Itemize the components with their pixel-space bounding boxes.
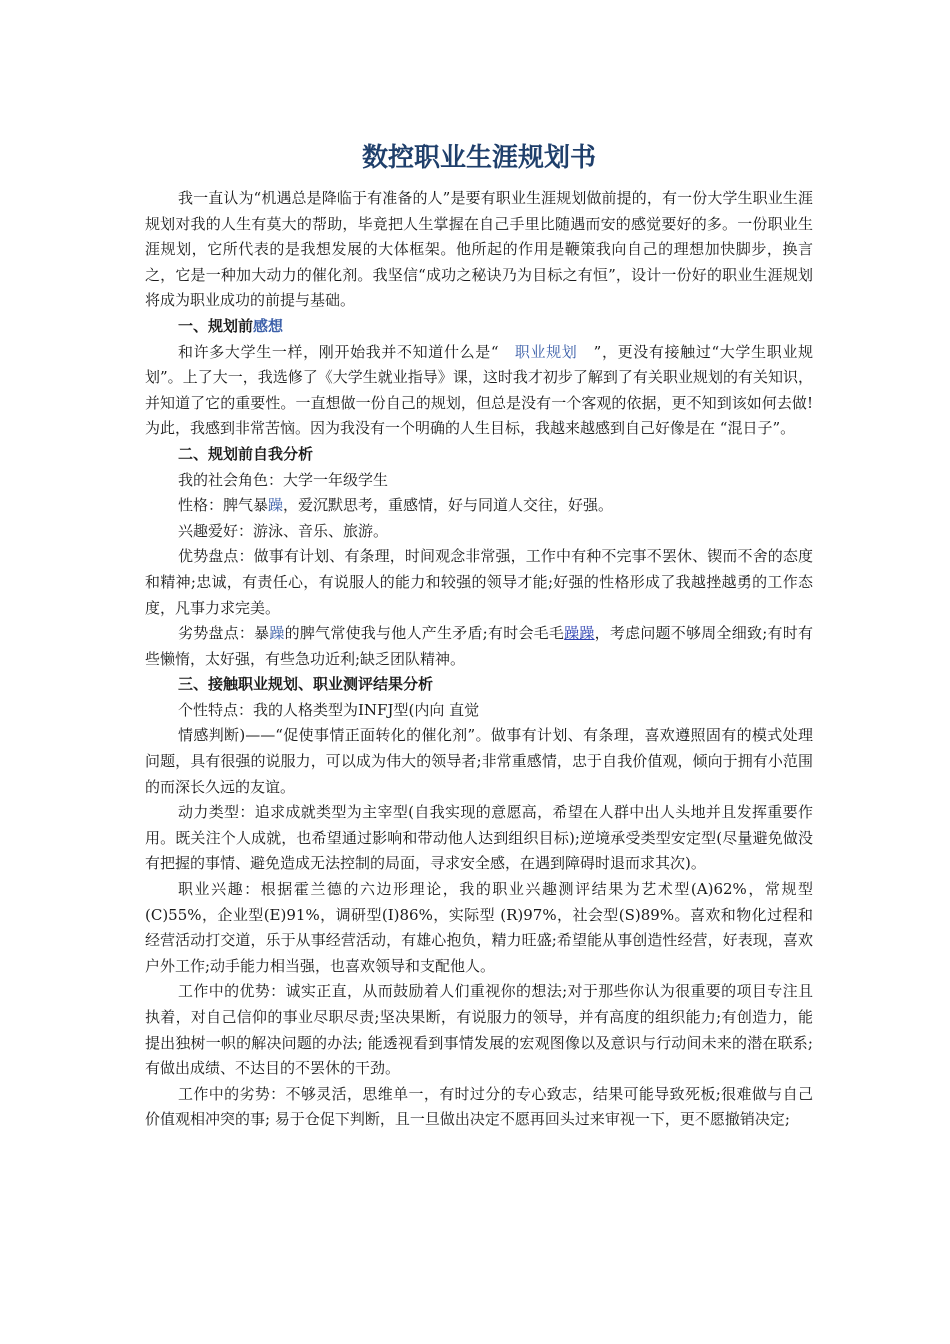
section1-text-a: 和许多大学生一样，刚开始我并不知道什么是“	[178, 342, 499, 361]
personality-link[interactable]: 躁	[268, 496, 284, 515]
section1-heading	[145, 314, 813, 340]
weak-link-2[interactable]: 躁躁	[564, 624, 595, 643]
motivation: 动力类型：追求成就类型为主宰型(自我实现的意愿高，希望在人群中出人头地并且发挥重要作用。既关注个人成就，也希望通过影响和带动他人达到组织目标);逆境承受类型安定型(尽量避免做没有把握的事情、避免造成无法控制的局面，寻求安全感，在遇到障碍时退而求其次)。	[145, 803, 813, 873]
section1-paragraph	[145, 340, 813, 442]
traits-line-1: 个性特点：我的人格类型为INFJ型(内向 直觉	[178, 700, 480, 719]
weak-link-1[interactable]: 躁	[269, 624, 285, 643]
personality-text-b: ，爱沉默思考，重感情，好与同道人交往，好强。	[283, 496, 614, 515]
weak-text-b: 的脾气常使我与他人产生矛盾;有时会毛毛	[284, 624, 565, 643]
work-weaknesses: 工作中的劣势：不够灵活，思维单一，有时过分的专心致志，结果可能导致死板;很难做与自己价值观相冲突的事; 易于仓促下判断，且一旦做出决定不愿再回头过来审视一下，更不愿撤销决定;	[145, 1084, 813, 1129]
weaknesses	[145, 621, 813, 672]
interests: 职业兴趣：根据霍兰德的六边形理论，我的职业兴趣测评结果为艺术型(A)62%，常规型(C)55%，企业型(E)91%，调研型(I)86%，实际型 (R)97%，社会型(S)89%。喜欢和物化过程和经营活动打交道，乐于从事经营活动，有雄心抱负，精力旺盛;希望能从事创造性经营，好表现，喜欢户外工作;动手能力相当强，也喜欢领导和支配他人。	[145, 880, 813, 975]
section3-heading: 三、接触职业规划、职业测评结果分析	[178, 675, 434, 694]
traits-line-2: 情感判断)——“促使事情正面转化的催化剂”。做事有计划、有条理，喜欢遵照固有的模式处理问题，具有很强的说服力，可以成为伟大的领导者;非常重感情，忠于自我价值观，倾向于拥有小范围的而深长久远的友谊。	[145, 726, 813, 796]
personality	[145, 493, 813, 519]
section1-text-b: ”，更没有接触过“大学生职业规划”。上了大一，我选修了《大学生就业指导》课，这时我才初步了解到了有关职业规划的有关知识，并知道了它的重要性。一直想做一份自己的规划，但总是没有一个客观的依据，更不知到该如何去做!为此，我感到非常苦恼。因为我没有一个明确的人生目标，我越来越感到自己好像是在 “混日子”。	[145, 342, 813, 438]
document-page	[145, 140, 813, 1133]
section2-heading: 二、规划前自我分析	[178, 444, 314, 463]
hobbies: 兴趣爱好：游泳、音乐、旅游。	[178, 521, 389, 540]
intro-paragraph: 我一直认为“机遇总是降临于有准备的人”是要有职业生涯规划做前提的，有一份大学生职业生涯规划对我的人生有莫大的帮助，毕竟把人生掌握在自己手里比随遇而安的感觉要好的多。一份职业生涯规划，它所代表的是我想发展的大体框架。他所起的作用是鞭策我向自己的理想加快脚步，换言之，它是一种加大动力的催化剂。我坚信“成功之秘诀乃为目标之有恒”，设计一份好的职业生涯规划将成为职业成功的前提与基础。	[145, 189, 813, 310]
weak-text-c: ，考虑问题不够周全细致;有时有些懒惰，太好强，有些急功近利;缺乏团队精神。	[145, 624, 813, 668]
document-title: 数控职业生涯规划书	[361, 143, 596, 173]
section1-heading-text: 一、规划前	[178, 316, 254, 335]
personality-text-a: 性格：脾气暴	[178, 496, 269, 515]
social-role: 我的社会角色：大学一年级学生	[178, 470, 389, 489]
career-planning-link[interactable]: 职业规划	[514, 342, 578, 361]
work-strengths: 工作中的优势：诚实正直，从而鼓励着人们重视你的想法;对于那些你认为很重要的项目专注且执着，对自己信仰的事业尽职尽责;坚决果断，有说服力的领导，并有高度的组织能力;有创造力，能提出独树一帜的解决问题的办法; 能透视看到事情发展的宏观图像以及意识与行动间未来的潜在联系;有做出成绩、不达目的不罢休的干劲。	[145, 982, 813, 1078]
weak-text-a: 劣势盘点：暴	[178, 624, 270, 643]
section1-heading-link[interactable]: 感想	[253, 316, 284, 335]
strengths: 优势盘点：做事有计划、有条理，时间观念非常强，工作中有种不完事不罢休、锲而不舍的态度和精神;忠诚，有责任心，有说服人的能力和较强的领导才能;好强的性格形成了我越挫越勇的工作态度，凡事力求完美。	[145, 547, 813, 617]
